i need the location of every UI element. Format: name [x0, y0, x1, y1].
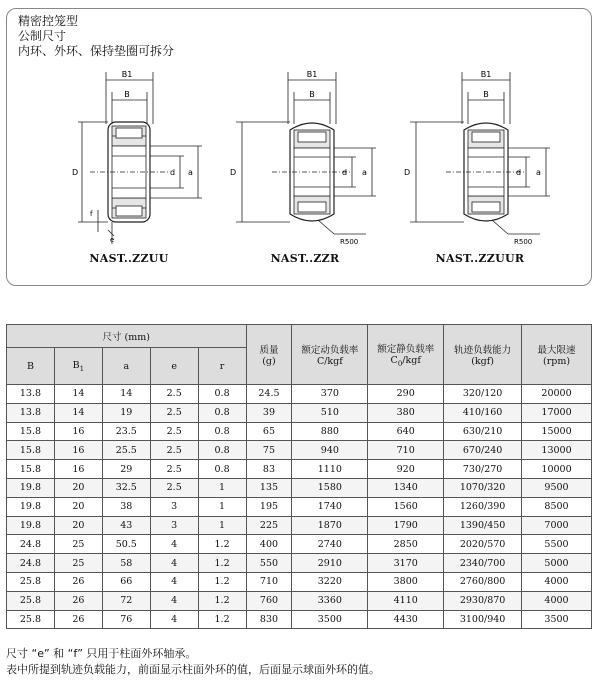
table-cell: 400 [246, 535, 292, 554]
table-cell: 32.5 [102, 478, 150, 497]
label-b1: B1 [480, 70, 492, 79]
table-cell: 14 [54, 403, 102, 422]
table-cell: 14 [54, 385, 102, 404]
spec-table-body [7, 385, 592, 629]
table-cell: 2.5 [150, 478, 198, 497]
table-cell: 3170 [368, 554, 444, 573]
table-cell: 195 [246, 497, 292, 516]
table-cell: 880 [292, 422, 368, 441]
table-cell: 730/270 [444, 460, 522, 479]
table-cell: 38 [102, 497, 150, 516]
label-d-outer: D [404, 168, 411, 177]
table-cell: 24.8 [7, 535, 55, 554]
table-row [7, 478, 592, 497]
model-label-zzuu: NAST..ZZUU [89, 252, 169, 265]
table-cell: 3360 [292, 591, 368, 610]
table-cell: 320/120 [444, 385, 522, 404]
table-cell: 4000 [522, 572, 592, 591]
header-dynamic-load: 额定动负载率 C/kgf [292, 325, 368, 385]
table-cell: 25.5 [102, 441, 150, 460]
table-cell: 1260/390 [444, 497, 522, 516]
table-cell: 670/240 [444, 441, 522, 460]
table-cell: 16 [54, 422, 102, 441]
table-cell: 65 [246, 422, 292, 441]
table-cell: 0.8 [198, 403, 246, 422]
table-cell: 3220 [292, 572, 368, 591]
table-cell: 13.8 [7, 385, 55, 404]
table-cell: 370 [292, 385, 368, 404]
table-cell: 1.2 [198, 572, 246, 591]
table-cell: 940 [292, 441, 368, 460]
table-cell: 14 [102, 385, 150, 404]
table-row [7, 385, 592, 404]
label-b1: B1 [121, 70, 133, 79]
table-cell: 26 [54, 610, 102, 629]
bearing-drawing-zzuur [400, 60, 590, 260]
table-cell: 290 [368, 385, 444, 404]
table-cell: 3100/940 [444, 610, 522, 629]
label-b: B [124, 90, 130, 99]
label-b: B [309, 90, 315, 99]
table-cell: 3500 [292, 610, 368, 629]
table-cell: 17000 [522, 403, 592, 422]
table-cell: 1110 [292, 460, 368, 479]
table-cell: 1.2 [198, 591, 246, 610]
table-cell: 830 [246, 610, 292, 629]
table-cell: 710 [246, 572, 292, 591]
table-cell: 0.8 [198, 441, 246, 460]
table-cell: 2910 [292, 554, 368, 573]
table-cell: 72 [102, 591, 150, 610]
table-cell: 19 [102, 403, 150, 422]
model-label-zzr: NAST..ZZR [270, 252, 340, 265]
table-cell: 4430 [368, 610, 444, 629]
label-a: a [536, 168, 541, 177]
label-d-inner: d [516, 168, 522, 177]
table-cell: 7000 [522, 516, 592, 535]
label-d-inner: d [170, 168, 176, 177]
table-row [7, 554, 592, 573]
header-block [18, 14, 174, 59]
header-static-load: 额定静负载率 $C_0$/kgf [368, 325, 444, 385]
table-cell: 1.2 [198, 554, 246, 573]
table-cell: 16 [54, 460, 102, 479]
table-cell: 2340/700 [444, 554, 522, 573]
table-cell: 550 [246, 554, 292, 573]
table-cell: 135 [246, 478, 292, 497]
table-cell: 25.8 [7, 591, 55, 610]
table-cell: 410/160 [444, 403, 522, 422]
table-cell: 4000 [522, 591, 592, 610]
table-row [7, 535, 592, 554]
table-row [7, 460, 592, 479]
table-cell: 20 [54, 478, 102, 497]
table-cell: 23.5 [102, 422, 150, 441]
table-cell: 1.2 [198, 535, 246, 554]
table-cell: 1 [198, 497, 246, 516]
table-cell: 1580 [292, 478, 368, 497]
table-row [7, 422, 592, 441]
table-cell: 19.8 [7, 516, 55, 535]
table-cell: 75 [246, 441, 292, 460]
table-cell: 4 [150, 554, 198, 573]
label-b1: B1 [306, 70, 318, 79]
table-cell: 2930/870 [444, 591, 522, 610]
table-cell: 1340 [368, 478, 444, 497]
table-cell: 25.8 [7, 572, 55, 591]
header-e: e [150, 348, 198, 385]
table-cell: 1790 [368, 516, 444, 535]
table-row [7, 572, 592, 591]
notes-block [6, 646, 380, 678]
table-cell: 1390/450 [444, 516, 522, 535]
note-line-1: 尺寸 “e” 和 “f” 只用于柱面外环轴承。 [6, 647, 197, 660]
table-cell: 13.8 [7, 403, 55, 422]
table-cell: 1070/320 [444, 478, 522, 497]
table-cell: 26 [54, 572, 102, 591]
table-cell: 5500 [522, 535, 592, 554]
table-cell: 0.8 [198, 460, 246, 479]
table-cell: 2.5 [150, 422, 198, 441]
table-row [7, 591, 592, 610]
label-d-outer: D [230, 168, 237, 177]
table-cell: 4 [150, 591, 198, 610]
header-line-2: 公制尺寸 [18, 29, 67, 43]
table-cell: 0.8 [198, 385, 246, 404]
table-cell: 29 [102, 460, 150, 479]
table-cell: 43 [102, 516, 150, 535]
diagram-nast-zzuur [400, 60, 590, 280]
table-cell: 5000 [522, 554, 592, 573]
table-cell: 25.8 [7, 610, 55, 629]
table-cell: 25 [54, 554, 102, 573]
table-cell: 16 [54, 441, 102, 460]
table-cell: 10000 [522, 460, 592, 479]
note-line-2: 表中所提到轨迹负载能力，前面显示柱面外环的值，后面显示球面外环的值。 [6, 663, 380, 676]
header-a: a [102, 348, 150, 385]
table-cell: 19.8 [7, 478, 55, 497]
header-line-1: 精密控笼型 [18, 14, 79, 28]
table-cell: 4 [150, 572, 198, 591]
table-cell: 1870 [292, 516, 368, 535]
table-cell: 26 [54, 591, 102, 610]
table-cell: 2850 [368, 535, 444, 554]
table-cell: 3 [150, 497, 198, 516]
table-cell: 1 [198, 478, 246, 497]
label-radius: R500 [340, 238, 359, 246]
table-cell: 20 [54, 497, 102, 516]
table-cell: 4 [150, 535, 198, 554]
diagram-nast-zzr [226, 60, 416, 280]
header-mass: 质量 (g) [246, 325, 292, 385]
table-cell: 3500 [522, 610, 592, 629]
label-d-outer: D [72, 168, 79, 177]
table-cell: 640 [368, 422, 444, 441]
table-row [7, 610, 592, 629]
table-cell: 380 [368, 403, 444, 422]
table-cell: 24.8 [7, 554, 55, 573]
bearing-drawing-zzr [226, 60, 416, 260]
table-cell: 50.5 [102, 535, 150, 554]
table-cell: 3800 [368, 572, 444, 591]
header-line-3: 内环、外环、保持垫圈可拆分 [18, 44, 175, 58]
header-max-speed: 最大限速 (rpm) [522, 325, 592, 385]
bearing-drawing-zzuu [50, 60, 240, 260]
table-cell: 710 [368, 441, 444, 460]
table-cell: 19.8 [7, 497, 55, 516]
spec-table [6, 324, 592, 629]
table-row [7, 441, 592, 460]
table-cell: 4110 [368, 591, 444, 610]
table-cell: 2.5 [150, 460, 198, 479]
table-cell: 20 [54, 516, 102, 535]
table-cell: 630/210 [444, 422, 522, 441]
table-cell: 20000 [522, 385, 592, 404]
table-cell: 15.8 [7, 441, 55, 460]
table-cell: 2020/570 [444, 535, 522, 554]
label-b: B [483, 90, 489, 99]
label-a: a [188, 168, 193, 177]
table-cell: 3 [150, 516, 198, 535]
table-cell: 15.8 [7, 460, 55, 479]
label-d-inner: d [342, 168, 348, 177]
table-cell: 1740 [292, 497, 368, 516]
table-cell: 2.5 [150, 385, 198, 404]
table-cell: 920 [368, 460, 444, 479]
table-cell: 58 [102, 554, 150, 573]
table-cell: 83 [246, 460, 292, 479]
table-cell: 25 [54, 535, 102, 554]
table-cell: 2.5 [150, 441, 198, 460]
table-cell: 1.2 [198, 610, 246, 629]
table-cell: 9500 [522, 478, 592, 497]
label-f: f [90, 210, 93, 218]
model-label-zzuur: NAST..ZZUUR [435, 252, 525, 265]
table-cell: 2.5 [150, 403, 198, 422]
table-cell: 1 [198, 516, 246, 535]
table-cell: 39 [246, 403, 292, 422]
table-cell: 760 [246, 591, 292, 610]
table-cell: 510 [292, 403, 368, 422]
table-cell: 24.5 [246, 385, 292, 404]
diagram-nast-zzuu [50, 60, 240, 280]
table-cell: 66 [102, 572, 150, 591]
table-row [7, 497, 592, 516]
header-r: r [198, 348, 246, 385]
table-row [7, 403, 592, 422]
table-cell: 15.8 [7, 422, 55, 441]
label-radius: R500 [514, 238, 533, 246]
label-a: a [362, 168, 367, 177]
table-cell: 225 [246, 516, 292, 535]
table-cell: 13000 [522, 441, 592, 460]
header-track-load: 轨迹负载能力 (kgf) [444, 325, 522, 385]
table-cell: 76 [102, 610, 150, 629]
table-cell: 1560 [368, 497, 444, 516]
table-cell: 15000 [522, 422, 592, 441]
table-row [7, 516, 592, 535]
header-b1: $B_1$ [54, 348, 102, 385]
table-cell: 2760/800 [444, 572, 522, 591]
table-cell: 2740 [292, 535, 368, 554]
table-cell: 0.8 [198, 422, 246, 441]
table-cell: 8500 [522, 497, 592, 516]
header-b: B [7, 348, 55, 385]
table-cell: 4 [150, 610, 198, 629]
dimension-group-header: 尺寸 (mm) [7, 325, 247, 348]
label-e: e [110, 236, 115, 244]
